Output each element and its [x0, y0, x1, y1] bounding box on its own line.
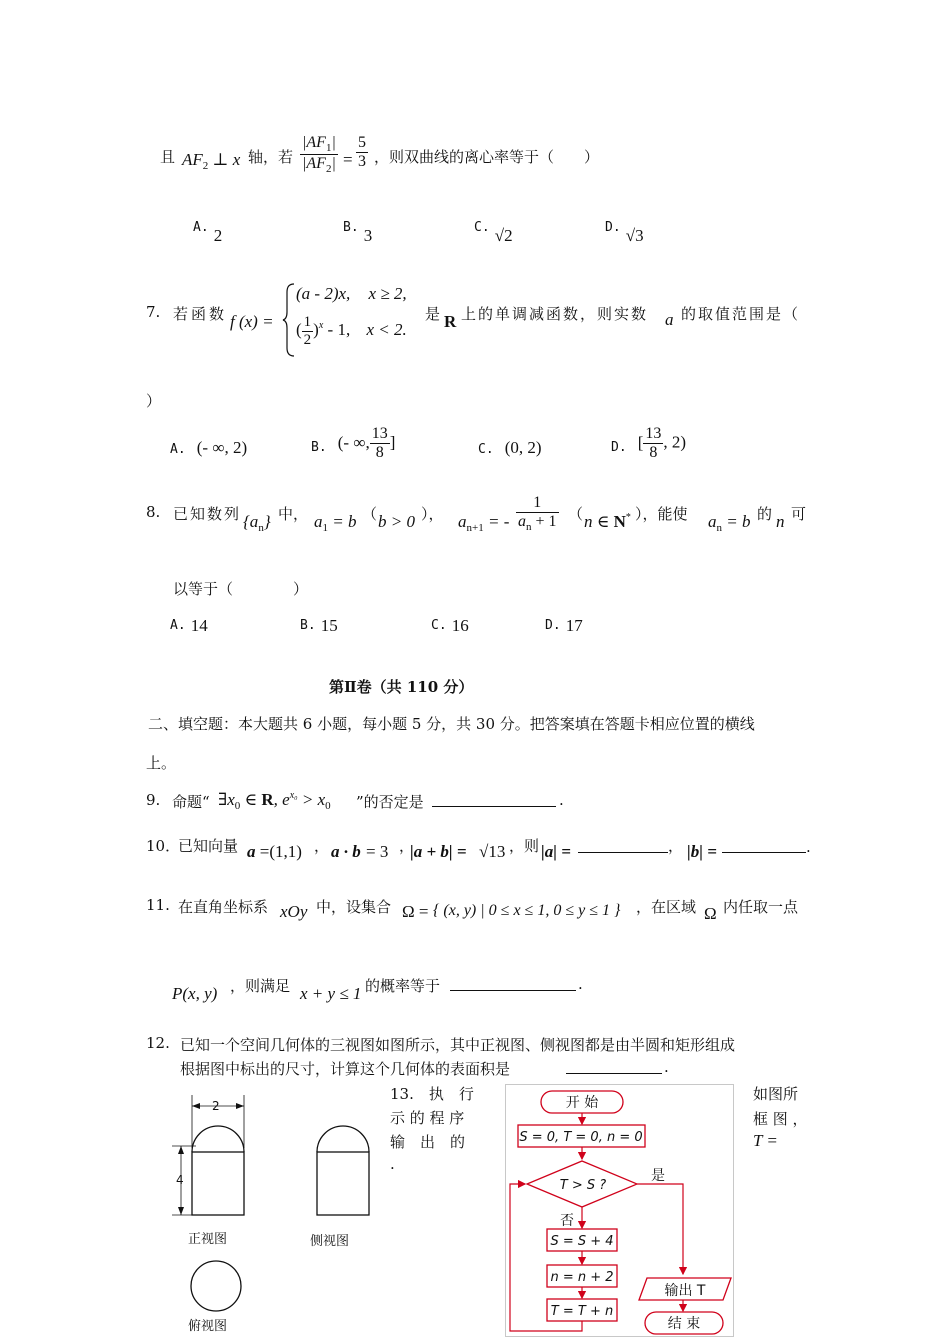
q9-answer-blank[interactable]: [432, 792, 556, 807]
flow-no-label: 否: [560, 1213, 574, 1229]
q10-sep3: ，: [668, 837, 684, 855]
q11-end: .: [578, 975, 583, 993]
q9-tail: ”的否定是: [356, 793, 424, 811]
q10-sep2: ，: [399, 837, 415, 855]
flow-output-text: 输出 T: [664, 1283, 706, 1299]
flow-decision-text: T > S ?: [559, 1178, 607, 1193]
side-view: [317, 1126, 369, 1215]
q8-option-c[interactable]: C. 16: [431, 616, 469, 635]
q13-col1-line1: 13. 执 行: [390, 1085, 474, 1103]
q9-end: .: [559, 791, 564, 809]
q7-brace: [282, 282, 296, 358]
q7-tail: 上的单调减函数，则实数: [461, 305, 649, 323]
q10-sep: ，: [314, 837, 330, 855]
q7-lead: 若函数: [173, 305, 228, 323]
q11-xoy: xOy: [280, 902, 308, 921]
q8-n-close: ），能使: [635, 505, 688, 523]
q7-close: ）: [146, 392, 162, 410]
q6-fraction: $\frac{|AF_1|}{|AF_2|}$: [302, 134, 336, 176]
q11-line2b: 的概率等于: [365, 977, 441, 995]
front-height-label: 4: [176, 1173, 184, 1187]
q12-line2: 根据图中标出的尺寸，计算这个几何体的表面积是: [180, 1060, 511, 1078]
q10-sqrt13: √13: [479, 842, 506, 861]
q6-eq: =: [343, 150, 353, 169]
q7-option-a[interactable]: A. (- ∞, 2): [170, 438, 248, 457]
q11-omega2: Ω: [704, 904, 717, 923]
q6-suffix: ，则双曲线的离心率等于（ ）: [374, 148, 600, 166]
flow-step3-text: T = T + n: [550, 1304, 614, 1319]
q8-a1: $a_1 = b$: [314, 512, 357, 534]
q6-ratio: $\frac{5}{3}$: [358, 134, 366, 170]
q6-option-a[interactable]: A. 2: [193, 220, 223, 245]
q13-col3-line1: 如图所: [753, 1085, 799, 1103]
q11-number: 11.: [146, 896, 170, 914]
flow-end-text: 结 束: [667, 1316, 701, 1332]
q13-col1-line2: 示 的 程 序: [390, 1109, 465, 1127]
flow-step1-text: S = S + 4: [550, 1234, 614, 1249]
side-view-label: 侧视图: [310, 1234, 350, 1249]
q11-point: P(x, y): [172, 984, 218, 1003]
q10-norm-a: |a| =: [541, 842, 571, 861]
q9-number: 9.: [146, 791, 161, 809]
q11-mid2: ，在区域: [636, 898, 697, 916]
flow-step2-text: n = n + 2: [550, 1270, 614, 1285]
q8-n-open: （: [568, 505, 584, 523]
q7-is: 是: [425, 305, 441, 323]
q7-R: R: [444, 312, 457, 331]
q8-option-d[interactable]: D. 17: [545, 616, 583, 635]
q11-cond: x + y ≤ 1: [300, 984, 362, 1003]
flowchart: [505, 1084, 735, 1340]
q12-answer-blank[interactable]: [566, 1059, 662, 1074]
q10-dot-val: = 3: [366, 842, 389, 861]
q8-ke: 可: [791, 505, 807, 523]
q6-prefix: 且: [160, 148, 176, 166]
q11-answer-blank[interactable]: [450, 976, 576, 991]
q6-mid: 轴，若: [248, 148, 294, 166]
section-instructions-2: 上。: [146, 754, 177, 772]
q11-omega: Ω =: [402, 902, 429, 921]
q10-dot: a · b: [331, 842, 361, 861]
q8-option-a[interactable]: A. 14: [170, 616, 208, 635]
q10-answer-a[interactable]: [578, 843, 668, 853]
q10-sum-norm: |a + b| =: [410, 842, 467, 861]
flow-start-text: 开 始: [565, 1095, 599, 1111]
q8-lead: 已知数列: [173, 505, 242, 523]
q11-mid: 中，设集合: [316, 898, 392, 916]
q8-bcond: b > 0: [378, 512, 415, 531]
q12-end: .: [664, 1058, 669, 1076]
q6-option-b[interactable]: B. 3: [343, 220, 373, 245]
q10-lead: 已知向量: [178, 837, 239, 855]
q10-vector-a: a =(1,1): [247, 842, 302, 861]
q10-tail: ，则: [509, 837, 540, 855]
top-view-label: 俯视图: [188, 1319, 228, 1334]
q11-line2a: ，则满足: [230, 977, 291, 995]
q7-fx: f (x) =: [230, 312, 274, 331]
front-view-label: 正视图: [188, 1232, 228, 1247]
flow-init-text: S = 0, T = 0, n = 0: [519, 1130, 643, 1145]
q7-case2: ( $\frac{1}{2}$ )$^x$ - 1, x < 2.: [296, 314, 407, 348]
q8-line2: 以等于（ ）: [173, 580, 309, 598]
q10-norm-b: |b| =: [687, 842, 717, 861]
q7-option-b[interactable]: B. (- ∞, $\frac{13}{8}$ ]: [311, 425, 396, 461]
front-view: [172, 1095, 244, 1215]
q13-col3-line2: 框 图 ，: [753, 1110, 808, 1128]
q11-set: { (x, y) | 0 ≤ x ≤ 1, 0 ≤ y ≤ 1 }: [433, 902, 621, 919]
q13-col1-line4: .: [390, 1155, 395, 1173]
q8-fraction: $\frac{1}{a_n + 1}$: [518, 494, 557, 533]
q8-seq: $\{a_n\}$: [243, 512, 271, 534]
q8-an1: $a_{n+1}$ = -: [458, 512, 510, 534]
q11-tail: 内任取一点: [723, 898, 799, 916]
three-view-figure: [160, 1090, 380, 1340]
q9-lead: 命题“: [172, 793, 210, 811]
q10-end: .: [806, 838, 811, 856]
q6-option-d[interactable]: D. √3: [605, 220, 644, 245]
q7-option-c[interactable]: C. (0, 2): [478, 438, 542, 457]
q9-expression: $\exists x_0$ ∈ R, $e^{x_0} > x_0$: [218, 790, 331, 812]
q12-number: 12.: [146, 1034, 170, 1052]
q7-a: a: [665, 310, 674, 329]
top-view: [191, 1261, 241, 1311]
q6-cond: $AF_2$ ⊥ x: [182, 150, 241, 172]
q7-number: 7.: [146, 303, 161, 321]
q8-paren-close: ），: [421, 505, 444, 523]
q11-lead: 在直角坐标系: [178, 898, 269, 916]
q7-tail2: 的取值范围是（: [681, 305, 801, 323]
q8-option-b[interactable]: B. 15: [300, 616, 338, 635]
q13-col3-line3: T =: [753, 1131, 778, 1150]
section-title: 第Ⅱ卷（共 110 分）: [329, 678, 474, 696]
q7-case1: (a - 2)x, x ≥ 2,: [296, 284, 407, 303]
q10-number: 10．: [146, 837, 181, 855]
q7-option-d[interactable]: D. [ $\frac{13}{8}$ , 2): [611, 425, 687, 461]
q8-de: 的: [757, 505, 773, 523]
q8-number: 8.: [146, 503, 161, 521]
flow-yes-label: 是: [651, 1168, 665, 1184]
q12-line1: 已知一个空间几何体的三视图如图所示，其中正视图、侧视图都是由半圆和矩形组成: [180, 1036, 736, 1054]
section-instructions-1: 二、填空题：本大题共 6 小题，每小题 5 分，共 30 分。把答案填在答题卡相应位置的横线: [148, 715, 755, 733]
q8-paren-open: （: [362, 505, 378, 523]
q8-zhong: 中，: [278, 505, 309, 523]
q8-n: n: [776, 512, 785, 531]
front-width-label: 2: [212, 1099, 220, 1113]
q6-option-c[interactable]: C. √2: [474, 220, 513, 245]
q8-an: $a_n = b$: [708, 512, 751, 534]
q13-col1-line3: 输 出 的: [390, 1133, 466, 1151]
q10-answer-b[interactable]: [722, 843, 806, 853]
q8-ncond: n ∈ N*: [584, 512, 631, 531]
